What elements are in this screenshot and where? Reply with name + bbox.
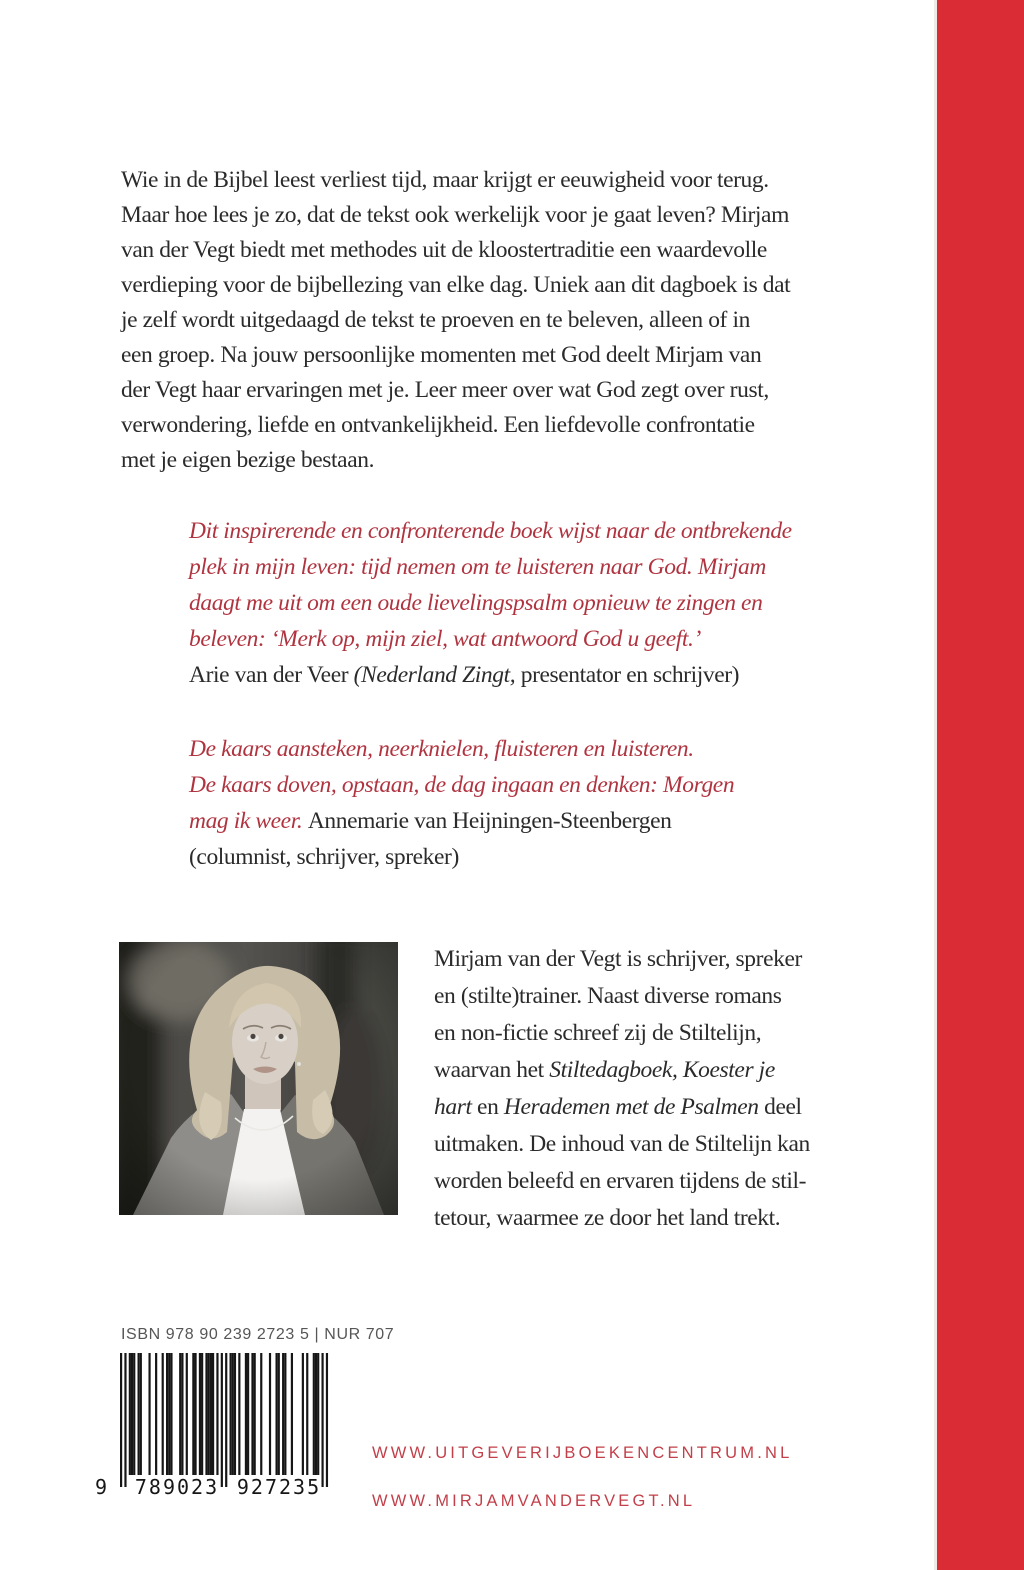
text-line: van der Vegt biedt met methodes uit de kloostertraditie een waardevolle bbox=[121, 237, 767, 263]
text-line: der Vegt haar ervaringen met je. Leer meer over wat God zegt over rust, bbox=[121, 377, 769, 403]
text-line: beleven: ‘Merk op, mijn ziel, wat antwoord God u geeft.’ bbox=[189, 626, 701, 652]
text-line: worden beleefd en ervaren tijdens de stil- bbox=[434, 1168, 807, 1194]
text-line: mag ik weer. Annemarie van Heijningen-Steenbergen bbox=[189, 808, 672, 834]
text-line: daagt me uit om een oude lievelingspsalm opnieuw te zingen en bbox=[189, 590, 763, 616]
endorsement-annemarie-van-heijningen bbox=[189, 731, 734, 875]
text-line: waarvan het Stiltedagboek, Koester je bbox=[434, 1057, 775, 1083]
text-line: hart en Herademen met de Psalmen deel bbox=[434, 1094, 802, 1120]
text-line: Wie in de Bijbel leest verliest tijd, maar krijgt er eeuwigheid voor terug. bbox=[121, 167, 769, 193]
text-line: De kaars doven, opstaan, de dag ingaan en denken: Morgen bbox=[189, 772, 735, 798]
text-line: De kaars aansteken, neerknielen, fluisteren en luisteren. bbox=[189, 736, 694, 762]
text-line: Dit inspirerende en confronterende boek wijst naar de ontbrekende bbox=[189, 518, 792, 544]
isbn-label: ISBN 978 90 239 2723 5 | NUR 707 bbox=[121, 1326, 395, 1343]
author-photo bbox=[119, 942, 398, 1215]
barcode-digits-left: 789023 bbox=[134, 1475, 220, 1499]
text-line: en non-fictie schreef zij de Stiltelijn, bbox=[434, 1020, 762, 1046]
text-line: een groep. Na jouw persoonlijke momenten met God deelt Mirjam van bbox=[121, 342, 762, 368]
text-line: Mirjam van der Vegt is schrijver, spreker bbox=[434, 946, 802, 972]
text-line: verwondering, liefde en ontvankelijkheid. Een liefdevolle confrontatie bbox=[121, 412, 755, 438]
text-line: en (stilte)trainer. Naast diverse romans bbox=[434, 983, 782, 1009]
text-line: tetour, waarmee ze door het land trekt. bbox=[434, 1205, 781, 1231]
barcode-digits-right: 927235 bbox=[236, 1475, 322, 1499]
text-line: Arie van der Veer (Nederland Zingt, presentator en schrijver) bbox=[189, 662, 740, 688]
text-line: verdieping voor de bijbellezing van elke dag. Uniek aan dit dagboek is dat bbox=[121, 272, 791, 298]
publisher-website: WWW.UITGEVERIJBOEKENCENTRUM.NL bbox=[372, 1444, 793, 1462]
barcode-digit-first: 9 bbox=[95, 1475, 110, 1499]
text-line: (columnist, schrijver, spreker) bbox=[189, 844, 459, 870]
author-website: WWW.MIRJAMVANDERVEGT.NL bbox=[372, 1492, 696, 1510]
text-line: uitmaken. De inhoud van de Stiltelijn kan bbox=[434, 1131, 810, 1157]
red-spine-stripe bbox=[937, 0, 1024, 1570]
back-cover-blurb bbox=[121, 163, 790, 478]
endorsement-arie-van-der-veer bbox=[189, 513, 792, 693]
text-line: plek in mijn leven: tijd nemen om te luisteren naar God. Mirjam bbox=[189, 554, 766, 580]
author-bio bbox=[434, 941, 810, 1237]
ean13-barcode bbox=[95, 1345, 345, 1515]
text-line: met je eigen bezige bestaan. bbox=[121, 447, 375, 473]
text-line: Maar hoe lees je zo, dat de tekst ook werkelijk voor je gaat leven? Mirjam bbox=[121, 202, 789, 228]
text-line: je zelf wordt uitgedaagd de tekst te proeven en te beleven, alleen of in bbox=[121, 307, 750, 333]
